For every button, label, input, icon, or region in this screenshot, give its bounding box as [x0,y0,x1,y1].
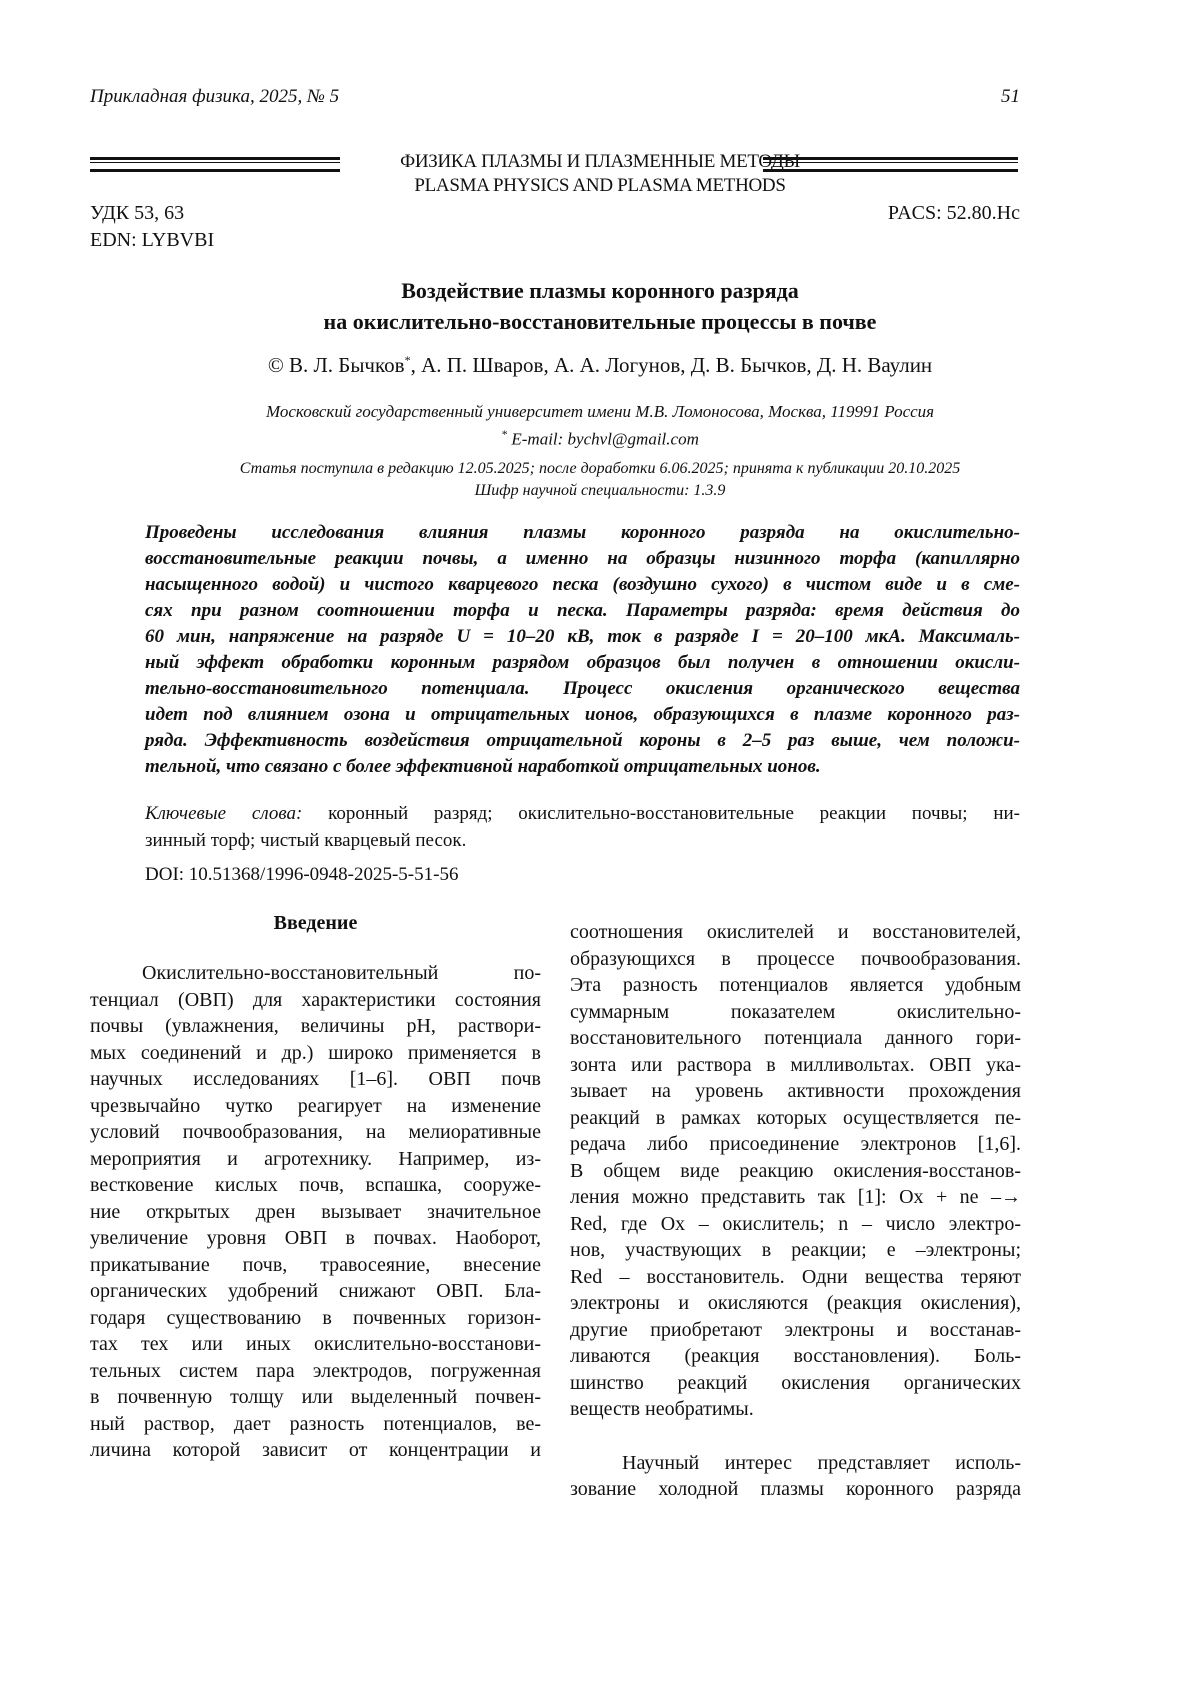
text-line: личина которой зависит от концентрации и [90,1437,541,1464]
affiliation-org: Московский государственный университет имени М.В. Ломоносова, Москва, 119991 Россия [100,400,1100,423]
section-heading-ru: ФИЗИКА ПЛАЗМЫ И ПЛАЗМЕННЫЕ МЕТОДЫ [340,150,860,174]
text-line: мероприятия и агротехнику. Например, из- [90,1146,541,1173]
article-dates [100,458,1100,502]
email-mark: * [501,427,507,441]
text-line: зонта или раствора в милливольтах. ОВП ука- [570,1052,1021,1079]
text-line: Научный интерес представляет исполь- [570,1450,1021,1477]
text-line: В общем виде реакцию окисления-восстанов- [570,1158,1021,1185]
authors [100,353,1100,378]
text-line: ный раствор, дает разность потенциалов, ве- [90,1411,541,1438]
text-line: почвы (увлажнения, величины pH, раствори- [90,1013,541,1040]
text-line: веществ необратимы. [570,1396,1021,1423]
text-line: сях при разном соотношении торфа и песка. Параметры разряда: время действия до [145,598,1020,624]
text-line: зование холодной плазмы коронного разряда [570,1476,1021,1503]
text-line: Red, где Ox – окислитель; n – число электро- [570,1211,1021,1238]
affiliation [100,400,1100,451]
doi: DOI: 10.51368/1996-0948-2025-5-51-56 [145,864,458,886]
text-line: ления можно представить так [1]: Ox + ne –→ [570,1184,1021,1211]
text-line: тельных систем пара электродов, погруженная [90,1358,541,1385]
text-line: другие приобретают электроны и восстанав- [570,1317,1021,1344]
text-line: суммарным показателем окислительно- [570,999,1021,1026]
text-line: увеличение уровня ОВП в почвах. Наоборот, [90,1225,541,1252]
text-line: тельной, что связано с более эффективной наработкой отрицательных ионов. [145,754,1020,780]
title-line: Воздействие плазмы коронного разряда [100,275,1100,306]
text-line: Эта разность потенциалов является удобным [570,972,1021,999]
text-line: органических удобрений снижают ОВП. Бла- [90,1278,541,1305]
email: E-mail: bychvl@gmail.com [507,430,699,449]
text-line: ние открытых дрен вызывает значительное [90,1199,541,1226]
text-line: нов, участвующих в реакции; e –электроны; [570,1237,1021,1264]
text-line: тенциал (ОВП) для характеристики состояния [90,987,541,1014]
keywords-label: Ключевые слова: [145,803,302,824]
text-line: вестковение кислых почв, вспашка, сооруже- [90,1172,541,1199]
keywords-text: зинный торф; чистый кварцевый песок. [145,827,1020,854]
submission-history: Статья поступила в редакцию 12.05.2025; после доработки 6.06.2025; принята к публикации 20.10.2025 [100,458,1100,480]
text-line: восстановительного потенциала данного гори- [570,1025,1021,1052]
article-title [100,275,1100,337]
abstract [145,520,1020,780]
running-header-journal: Прикладная физика, 2025, № 5 [90,86,339,108]
text-line: условий почвообразования, на мелиоративные [90,1119,541,1146]
classification [90,200,214,254]
section-heading-en: PLASMA PHYSICS AND PLASMA METHODS [340,174,860,198]
edn: EDN: LYBVBI [90,227,214,254]
text-line: Окислительно-восстановительный по- [90,960,541,987]
left-column [90,960,541,1464]
specialty-code: Шифр научной специальности: 1.3.9 [100,480,1100,502]
text-line: Red – восстановитель. Одни вещества теряют [570,1264,1021,1291]
section-heading-introduction: Введение [90,912,541,935]
keywords [145,800,1020,854]
text-line: ный эффект обработки коронным разрядом образцов был получен в отношении окисли- [145,650,1020,676]
text-line: образующихся в процессе почвообразования. [570,946,1021,973]
other-authors: , А. П. Шваров, А. А. Логунов, Д. В. Бычков, Д. Н. Ваулин [411,353,933,377]
first-author: © В. Л. Бычков [268,353,405,377]
text-line: в почвенную толщу или выделенный почвен- [90,1384,541,1411]
text-line: реакций в рамках которых осуществляется пе- [570,1105,1021,1132]
text-line: редача либо присоединение электронов [1,6]. [570,1131,1021,1158]
text-line: 60 мин, напряжение на разряде U = 10–20 кВ, ток в разряде I = 20–100 мкА. Максималь- [145,624,1020,650]
text-line: чрезвычайно чутко реагирует на изменение [90,1093,541,1120]
section-heading [340,150,860,198]
text-line: зывает на уровень активности прохождения [570,1078,1021,1105]
text-line: шинство реакций окисления органических [570,1370,1021,1397]
text-line: прикатывание почв, травосеяние, внесение [90,1252,541,1279]
text-line: тах тех или иных окислительно-восстанови- [90,1331,541,1358]
text-line: научных исследованиях [1–6]. ОВП почв [90,1066,541,1093]
text-line: соотношения окислителей и восстановителей, [570,919,1021,946]
keywords-text: коронный разряд; окислительно-восстановительные реакции почвы; ни- [302,803,1020,824]
text-line: годаря существованию в почвенных горизон- [90,1305,541,1332]
section-rule-left [90,157,340,172]
page-number: 51 [1001,86,1020,108]
corresponding-mark: * [405,353,411,367]
text-line: электроны и окисляются (реакция окисления), [570,1290,1021,1317]
text-line: Проведены исследования влияния плазмы коронного разряда на окислительно- [145,520,1020,546]
text-line: идет под влиянием озона и отрицательных ионов, образующихся в плазме коронного раз- [145,702,1020,728]
text-line: ряда. Эффективность воздействия отрицательной короны в 2–5 раз выше, чем положи- [145,728,1020,754]
text-line: восстановительные реакции почвы, а именно на образцы низинного торфа (капиллярно [145,546,1020,572]
pacs: PACS: 52.80.Hc [888,200,1020,227]
udk: УДК 53, 63 [90,200,214,227]
text-line: насыщенного водой) и чистого кварцевого песка (воздушно сухого) в чистом виде и в сме- [145,572,1020,598]
right-column [570,919,1021,1503]
text-line: ливаются (реакция восстановления). Боль- [570,1343,1021,1370]
text-line: тельно-восстановительного потенциала. Процесс окисления органического вещества [145,676,1020,702]
text-line: мых соединений и др.) широко применяется в [90,1040,541,1067]
title-line: на окислительно-восстановительные процессы в почве [100,306,1100,337]
